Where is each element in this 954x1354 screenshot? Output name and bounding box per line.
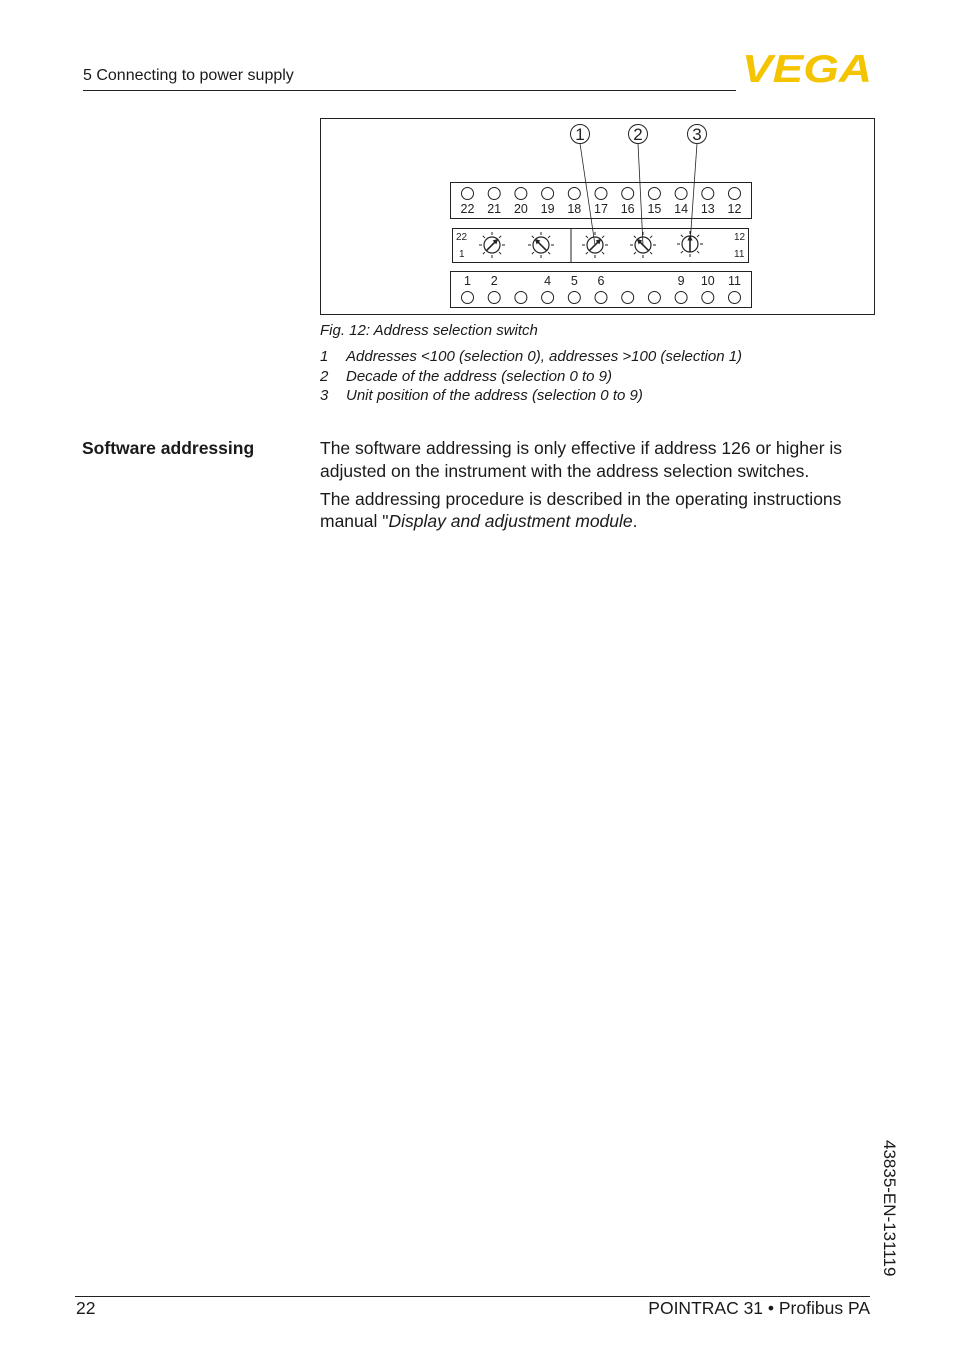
terminal-circle xyxy=(488,292,500,304)
logo-text: VEGA xyxy=(742,52,872,84)
figure-caption: Fig. 12: Address selection switch xyxy=(320,322,538,339)
rotary-switches xyxy=(479,231,703,258)
legend-number: 3 xyxy=(320,387,329,405)
legend-number: 1 xyxy=(320,348,329,365)
switch-label-bottom-left: 1 xyxy=(459,249,465,260)
switch-label-top-right: 12 xyxy=(734,232,746,243)
callout xyxy=(688,125,707,245)
switch-label-bottom-right: 11 xyxy=(734,249,745,260)
terminal-circle xyxy=(515,188,527,200)
terminal-label: 15 xyxy=(647,202,662,216)
terminal-label: 12 xyxy=(727,202,742,216)
figure-legend xyxy=(320,347,742,406)
terminal-label: 18 xyxy=(567,202,582,216)
terminal-circle xyxy=(595,188,607,200)
terminal-circle xyxy=(515,292,527,304)
terminal-label: 13 xyxy=(700,202,715,216)
terminal-label: 2 xyxy=(490,274,498,288)
paragraph-2-suffix: . xyxy=(632,511,638,531)
terminal-circle xyxy=(568,188,580,200)
terminal-label: 17 xyxy=(594,202,608,216)
page-number: 22 xyxy=(76,1298,96,1318)
callout xyxy=(629,125,648,246)
top-terminals xyxy=(461,188,742,217)
legend-text: Unit position of the address (selection 0 to 9) xyxy=(346,387,643,405)
terminal-circle xyxy=(675,188,687,200)
legend-item xyxy=(320,367,742,387)
terminal-circle xyxy=(542,188,554,200)
manual-title: Display and adjustment module xyxy=(388,511,633,531)
terminal-circle xyxy=(675,292,687,304)
terminal-label: 1 xyxy=(464,274,471,288)
rotary-switch xyxy=(528,232,554,258)
terminal-circle xyxy=(702,292,714,304)
callout xyxy=(571,125,596,246)
terminal-circle xyxy=(648,292,660,304)
footer-divider xyxy=(75,1296,870,1297)
terminal-circle xyxy=(568,292,580,304)
terminal-label: 5 xyxy=(570,274,578,288)
terminal-circle xyxy=(595,292,607,304)
terminal-circle xyxy=(622,292,634,304)
terminal-circle xyxy=(542,292,554,304)
bottom-terminals xyxy=(462,274,742,304)
callouts xyxy=(571,125,707,246)
terminal-circle xyxy=(622,188,634,200)
section-heading: Software addressing xyxy=(82,438,255,458)
terminal-label: 19 xyxy=(540,202,555,216)
terminal-label: 4 xyxy=(544,274,552,288)
paragraph-1: The software addressing is only effective if address 126 or higher is adjusted on the instrument with the address selection switches. xyxy=(320,438,843,481)
terminal-label: 22 xyxy=(460,202,475,216)
legend-number: 2 xyxy=(320,367,329,385)
terminal-label: 6 xyxy=(597,274,605,288)
legend-text: Addresses <100 (selection 0), addresses >100 (selection 1) xyxy=(346,348,743,365)
switch-label-top-left: 22 xyxy=(456,232,468,243)
terminal-label: 11 xyxy=(728,274,741,288)
legend-item xyxy=(320,347,742,367)
terminal-circle xyxy=(462,188,474,200)
header-divider xyxy=(83,90,736,91)
terminal-label: 10 xyxy=(700,274,715,288)
terminal-label: 21 xyxy=(487,202,502,216)
footer-product: POINTRAC 31 • Profibus PA xyxy=(648,1298,870,1318)
legend-item xyxy=(320,386,742,406)
terminal-label: 9 xyxy=(677,274,685,288)
terminal-circle xyxy=(462,292,474,304)
switch-block xyxy=(453,229,749,263)
terminal-label: 16 xyxy=(620,202,635,216)
address-switch-figure xyxy=(320,118,875,315)
callout-number: 3 xyxy=(692,125,702,144)
paragraph-2 xyxy=(320,488,880,533)
paragraph-2-prefix: The addressing procedure is described in the operating instructions manual " xyxy=(320,488,842,531)
document-code: 43835-EN-131119 xyxy=(880,1140,899,1277)
terminal-label: 20 xyxy=(513,202,528,216)
section-title: 5 Connecting to power supply xyxy=(83,67,294,84)
callout-number: 2 xyxy=(633,125,643,144)
terminal-label: 14 xyxy=(674,202,689,216)
terminal-circle xyxy=(702,188,714,200)
section-body xyxy=(320,437,880,538)
callout-number: 1 xyxy=(575,125,585,144)
terminal-circle xyxy=(729,292,741,304)
terminal-circle xyxy=(488,188,500,200)
rotary-switch xyxy=(479,232,505,258)
legend-text: Decade of the address (selection 0 to 9) xyxy=(346,367,612,385)
terminal-circle xyxy=(648,188,660,200)
terminal-circle xyxy=(729,188,741,200)
vega-logo xyxy=(742,52,872,84)
